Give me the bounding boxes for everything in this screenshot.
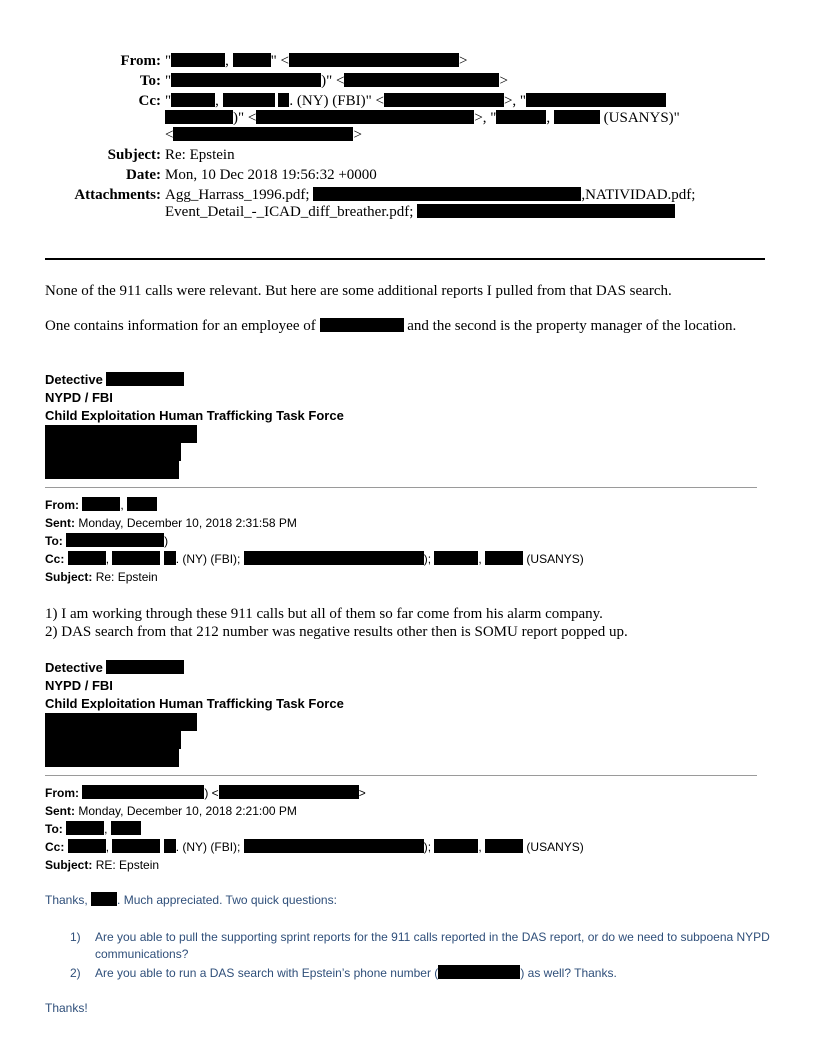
body-paragraph: None of the 911 calls were relevant. But here are some additional reports I pulled from that DAS search. bbox=[45, 283, 672, 299]
attachments-row bbox=[45, 187, 735, 221]
body-line: 2) DAS search from that 212 number was negative results other then is SOMU report popped up. bbox=[45, 624, 628, 640]
redaction bbox=[417, 204, 675, 218]
subject-row bbox=[45, 147, 735, 164]
redaction bbox=[526, 93, 666, 107]
redaction bbox=[244, 551, 424, 565]
redaction bbox=[164, 551, 176, 565]
attachment-link[interactable]: ,NATIVIDAD.pdf; bbox=[581, 187, 696, 203]
subject-label: Subject: bbox=[107, 147, 161, 163]
redaction bbox=[111, 821, 141, 835]
closing-line: Thanks! bbox=[45, 1001, 88, 1015]
redaction bbox=[66, 821, 104, 835]
forwarded-header: From: , Sent: Monday, December 10, 2018 2:31:58 PM To: ) Cc: , . (NY) (FBI); ); , (USANYS) Subject: Re: Epstein bbox=[45, 498, 584, 584]
redaction bbox=[278, 93, 289, 107]
header-divider bbox=[45, 258, 765, 260]
redaction bbox=[438, 965, 520, 979]
date-row bbox=[45, 167, 735, 184]
body-paragraph: One contains information for an employee of and the second is the property manager of the location. bbox=[45, 318, 737, 334]
question-list bbox=[70, 929, 770, 984]
redaction bbox=[384, 93, 504, 107]
signature-block: Detective NYPD / FBI Child Exploitation Human Trafficking Task Force bbox=[45, 372, 344, 423]
redaction bbox=[165, 110, 233, 124]
redaction bbox=[68, 551, 106, 565]
redaction bbox=[45, 749, 179, 767]
redaction bbox=[219, 785, 359, 799]
redaction bbox=[106, 660, 184, 674]
list-item: 1) Are you able to pull the supporting sprint reports for the 911 calls reported in the DAS report, or do we need to subpoena NYPD communications? bbox=[70, 930, 770, 961]
attachment-link[interactable]: Event_Detail_-_ICAD_diff_breather.pdf; bbox=[165, 204, 414, 220]
redaction bbox=[45, 731, 181, 749]
redaction bbox=[485, 839, 523, 853]
from-row: From: " , " < > bbox=[45, 53, 735, 70]
redaction bbox=[45, 443, 181, 461]
redaction bbox=[68, 839, 106, 853]
attachments-label: Attachments: bbox=[74, 187, 161, 203]
cc-label: Cc: bbox=[138, 93, 161, 109]
redaction bbox=[106, 372, 184, 386]
redaction bbox=[244, 839, 424, 853]
redaction bbox=[171, 53, 225, 67]
redaction bbox=[171, 93, 215, 107]
redaction bbox=[223, 93, 275, 107]
from-label: From: bbox=[120, 53, 161, 69]
redaction bbox=[485, 551, 523, 565]
redaction bbox=[233, 53, 271, 67]
message-divider bbox=[45, 775, 757, 776]
redaction bbox=[45, 713, 197, 731]
redaction bbox=[82, 497, 120, 511]
redaction bbox=[171, 73, 321, 87]
email-header bbox=[45, 53, 735, 224]
list-item: 2) Are you able to run a DAS search with Epstein’s phone number ( ) as well? Thanks. bbox=[70, 966, 617, 980]
redaction bbox=[82, 785, 204, 799]
body-line: Thanks, . Much appreciated. Two quick questions: bbox=[45, 893, 337, 907]
attachment-link[interactable]: Agg_Harrass_1996.pdf; bbox=[165, 187, 310, 203]
redaction bbox=[496, 110, 546, 124]
redaction bbox=[164, 839, 176, 853]
redaction bbox=[45, 461, 179, 479]
message-divider bbox=[45, 487, 757, 488]
subject-value: Re: Epstein bbox=[165, 147, 235, 163]
body-line: 1) I am working through these 911 calls but all of them so far come from his alarm company. bbox=[45, 606, 603, 622]
date-value: Mon, 10 Dec 2018 19:56:32 +0000 bbox=[165, 167, 377, 183]
redaction bbox=[91, 892, 117, 906]
redaction bbox=[434, 551, 478, 565]
redaction bbox=[289, 53, 459, 67]
to-row: To: " )" < > bbox=[45, 73, 735, 90]
date-label: Date: bbox=[126, 167, 161, 183]
signature-block: Detective NYPD / FBI Child Exploitation Human Trafficking Task Force bbox=[45, 660, 344, 711]
redaction bbox=[66, 533, 164, 547]
redaction bbox=[45, 425, 197, 443]
redaction bbox=[173, 127, 353, 141]
redaction bbox=[554, 110, 600, 124]
cc-row: Cc: " , . (NY) (FBI)" < >, " )" < >, " , (USANYS)" < > bbox=[45, 93, 735, 144]
redaction bbox=[112, 839, 160, 853]
redaction bbox=[256, 110, 474, 124]
redaction bbox=[434, 839, 478, 853]
redaction bbox=[320, 318, 404, 332]
redaction bbox=[112, 551, 160, 565]
redaction bbox=[313, 187, 581, 201]
redaction bbox=[127, 497, 157, 511]
to-label: To: bbox=[139, 73, 161, 89]
redaction bbox=[344, 73, 499, 87]
forwarded-header: From: ) < > Sent: Monday, December 10, 2018 2:21:00 PM To: , Cc: , . (NY) (FBI); ); , (USANYS) Subject: RE: Epstein bbox=[45, 786, 584, 872]
